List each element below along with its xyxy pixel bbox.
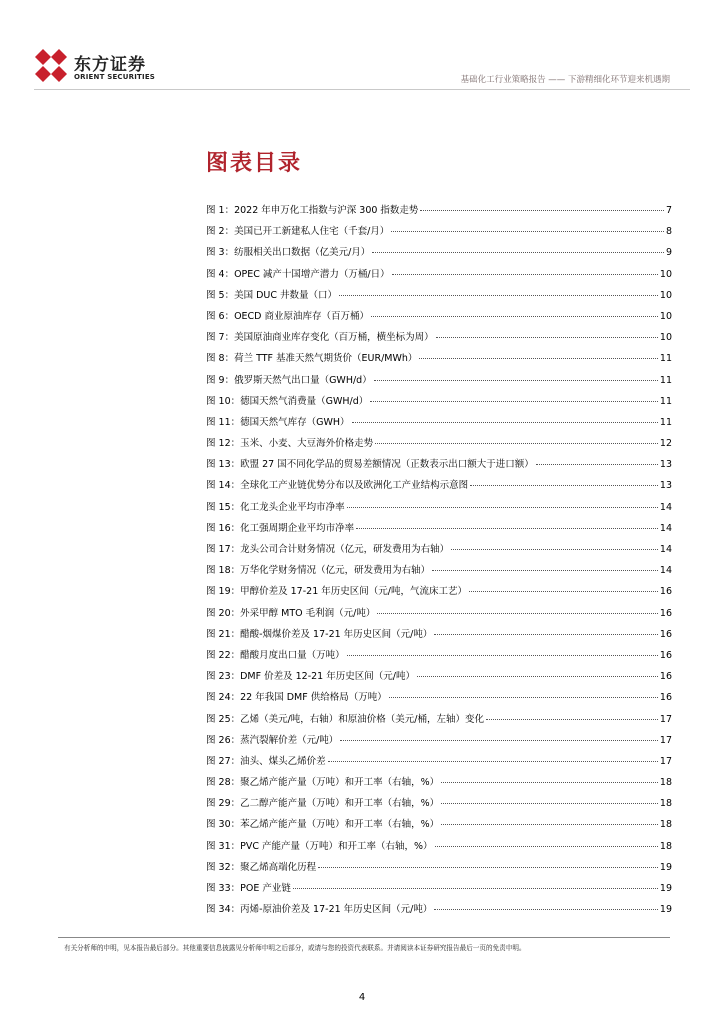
toc-entry-page: 10 (659, 332, 672, 344)
toc-entry[interactable] (206, 732, 672, 753)
toc-entry[interactable] (206, 350, 672, 371)
toc-entry-page: 11 (659, 353, 672, 365)
toc-leader-dots (469, 591, 658, 592)
toc-entry-label: 图 19：甲醇价差及 17-21 年历史区间（元/吨，气流床工艺） (206, 586, 467, 598)
toc-entry[interactable] (206, 880, 672, 901)
toc-entry-page: 10 (659, 289, 672, 301)
toc-entry[interactable] (206, 838, 672, 859)
toc-entry-label: 图 5：美国 DUC 井数量（口） (206, 289, 338, 301)
header-divider (34, 89, 690, 90)
toc-entry-label: 图 14：全球化工产业链优势分布以及欧洲化工产业结构示意图 (206, 480, 469, 492)
figure-toc-list (206, 202, 672, 922)
toc-leader-dots (434, 909, 658, 910)
toc-entry[interactable] (206, 668, 672, 689)
toc-leader-dots (370, 401, 658, 402)
toc-entry[interactable] (206, 605, 672, 626)
toc-entry[interactable] (206, 223, 672, 244)
toc-leader-dots (389, 697, 658, 698)
toc-entry[interactable] (206, 774, 672, 795)
toc-leader-dots (486, 719, 658, 720)
toc-leader-dots (392, 274, 658, 275)
toc-entry-label: 图 15：化工龙头企业平均市净率 (206, 501, 345, 513)
toc-leader-dots (441, 824, 658, 825)
toc-entry-label: 图 9：俄罗斯天然气出口量（GWH/d） (206, 374, 372, 386)
toc-entry-label: 图 4：OPEC 减产十国增产潜力（万桶/日） (206, 268, 390, 280)
toc-entry[interactable] (206, 859, 672, 880)
toc-entry-label: 图 2：美国已开工新建私人住宅（千套/月） (206, 226, 390, 238)
toc-entry[interactable] (206, 499, 672, 520)
toc-entry[interactable] (206, 711, 672, 732)
toc-leader-dots (347, 507, 658, 508)
brand-name-cn: 东方证券 (74, 55, 146, 75)
toc-leader-dots (536, 464, 658, 465)
toc-entry[interactable] (206, 583, 672, 604)
toc-entry-page: 14 (659, 544, 672, 555)
toc-entry-page: 10 (659, 310, 672, 322)
toc-leader-dots (470, 485, 658, 486)
toc-leader-dots (293, 888, 658, 889)
toc-entry-label: 图 12：玉米、小麦、大豆海外价格走势 (206, 438, 374, 450)
toc-entry-label: 图 34：丙烯-原油价差及 17-21 年历史区间（元/吨） (206, 904, 433, 916)
toc-entry-page: 16 (659, 671, 672, 683)
toc-entry-page: 12 (659, 438, 672, 450)
footer-divider (58, 937, 670, 938)
toc-leader-dots (372, 252, 664, 253)
toc-leader-dots (347, 655, 658, 656)
toc-entry[interactable] (206, 541, 672, 562)
toc-leader-dots (318, 867, 658, 868)
toc-entry[interactable] (206, 520, 672, 541)
toc-entry-page: 18 (659, 777, 672, 789)
toc-entry-page: 16 (659, 692, 672, 704)
toc-entry[interactable] (206, 816, 672, 837)
toc-entry-page: 18 (659, 840, 672, 852)
toc-entry-page: 11 (659, 374, 672, 386)
toc-leader-dots (432, 570, 658, 571)
toc-entry-page: 13 (659, 459, 672, 471)
toc-entry-label: 图 31：PVC 产能产量（万吨）和开工率（右轴，%） (206, 840, 433, 852)
toc-entry[interactable] (206, 477, 672, 498)
toc-entry[interactable] (206, 562, 672, 583)
toc-entry-page: 8 (665, 226, 672, 238)
toc-leader-dots (377, 613, 658, 614)
toc-entry-label: 图 10：德国天然气消费量（GWH/d） (206, 395, 369, 407)
toc-entry-page: 17 (659, 755, 672, 767)
toc-entry-label: 图 11：德国天然气库存（GWH） (206, 416, 350, 428)
toc-entry[interactable] (206, 329, 672, 350)
toc-entry-label: 图 17：龙头公司合计财务情况（亿元，研发费用为右轴） (206, 544, 450, 555)
toc-leader-dots (374, 380, 658, 381)
toc-entry[interactable] (206, 795, 672, 816)
toc-entry-label: 图 23：DMF 价差及 12-21 年历史区间（元/吨） (206, 671, 415, 683)
toc-entry[interactable] (206, 435, 672, 456)
toc-entry-page: 13 (659, 480, 672, 492)
toc-entry-label: 图 6：OECD 商业原油库存（百万桶） (206, 310, 370, 322)
toc-entry-label: 图 8：荷兰 TTF 基准天然气期货价（EUR/MWh） (206, 353, 418, 365)
toc-entry[interactable] (206, 372, 672, 393)
toc-entry-page: 16 (659, 607, 672, 619)
toc-entry[interactable] (206, 287, 672, 308)
toc-entry-label: 图 20：外采甲醇 MTO 毛利润（元/吨） (206, 607, 376, 619)
toc-entry-page: 10 (659, 268, 672, 280)
toc-entry-page: 18 (659, 798, 672, 810)
toc-entry-page: 14 (659, 522, 672, 534)
toc-leader-dots (435, 846, 658, 847)
toc-entry-page: 11 (659, 416, 672, 428)
toc-entry[interactable] (206, 626, 672, 647)
toc-entry-label: 图 25：乙烯（美元/吨，右轴）和原油价格（美元/桶，左轴）变化 (206, 713, 485, 725)
toc-leader-dots (451, 549, 658, 550)
toc-entry-page: 19 (659, 861, 672, 873)
toc-entry-page: 16 (659, 649, 672, 661)
toc-leader-dots (328, 761, 658, 762)
toc-entry-label: 图 3：纺服相关出口数据（亿美元/月） (206, 247, 371, 259)
toc-leader-dots (419, 358, 658, 359)
toc-entry-page: 19 (659, 883, 672, 894)
toc-entry-page: 14 (659, 501, 672, 513)
report-running-title: 基础化工行业策略报告 —— 下游精细化环节迎来机遇期 (460, 75, 670, 85)
toc-entry-page: 7 (665, 205, 672, 216)
analyst-disclaimer: 有关分析师的申明，见本报告最后部分。其他重要信息披露见分析师申明之后部分，或请与您的投资代表联系。并请阅读本证券研究报告最后一页的免责申明。 (64, 944, 526, 952)
toc-entry-page: 14 (659, 565, 672, 577)
toc-entry-label: 图 26：蒸汽裂解价差（元/吨） (206, 734, 339, 746)
toc-entry-label: 图 21：醋酸-烟煤价差及 17-21 年历史区间（元/吨） (206, 628, 433, 640)
toc-entry-label: 图 13：欧盟 27 国不同化学品的贸易差额情况（正数表示出口额大于进口额） (206, 459, 534, 471)
toc-entry[interactable] (206, 647, 672, 668)
toc-leader-dots (375, 443, 658, 444)
toc-entry-label: 图 28：聚乙烯产能产量（万吨）和开工率（右轴，%） (206, 777, 440, 789)
toc-entry[interactable] (206, 266, 672, 287)
toc-entry[interactable] (206, 393, 672, 414)
toc-entry[interactable] (206, 753, 672, 774)
toc-entry-page: 9 (665, 247, 672, 259)
toc-entry[interactable] (206, 244, 672, 265)
toc-entry-label: 图 29：乙二醇产能产量（万吨）和开工率（右轴，%） (206, 798, 440, 810)
toc-leader-dots (441, 803, 658, 804)
toc-leader-dots (417, 676, 658, 677)
toc-entry[interactable] (206, 456, 672, 477)
toc-leader-dots (391, 231, 664, 232)
toc-leader-dots (420, 210, 664, 211)
toc-entry-label: 图 7：美国原油商业库存变化（百万桶，横坐标为周） (206, 332, 434, 344)
toc-entry-label: 图 24：22 年我国 DMF 供给格局（万吨） (206, 692, 387, 704)
toc-entry-label: 图 27：油头、煤头乙烯价差 (206, 755, 326, 767)
toc-leader-dots (436, 337, 658, 338)
toc-leader-dots (371, 316, 658, 317)
toc-leader-dots (434, 634, 658, 635)
toc-entry-label: 图 32：聚乙烯高端化历程 (206, 861, 317, 873)
toc-entry-label: 图 22：醋酸月度出口量（万吨） (206, 649, 345, 661)
orient-securities-logo (34, 49, 68, 83)
toc-entry-page: 17 (659, 734, 672, 746)
toc-entry-label: 图 16：化工强周期企业平均市净率 (206, 522, 355, 534)
toc-entry-page: 16 (659, 628, 672, 640)
toc-leader-dots (340, 740, 658, 741)
toc-entry[interactable] (206, 308, 672, 329)
toc-leader-dots (352, 422, 658, 423)
toc-entry-label: 图 33：POE 产业链 (206, 883, 291, 894)
page-number: 4 (358, 992, 366, 1003)
toc-entry-page: 17 (659, 713, 672, 725)
toc-entry-page: 18 (659, 819, 672, 831)
toc-entry-page: 11 (659, 395, 672, 407)
toc-leader-dots (339, 295, 658, 296)
toc-entry[interactable] (206, 414, 672, 435)
toc-entry[interactable] (206, 202, 672, 223)
toc-entry-label: 图 18：万华化学财务情况（亿元，研发费用为右轴） (206, 565, 431, 577)
toc-leader-dots (356, 528, 658, 529)
toc-entry-label: 图 30：苯乙烯产能产量（万吨）和开工率（右轴，%） (206, 819, 440, 831)
toc-title: 图表目录 (206, 151, 303, 176)
toc-entry-label: 图 1：2022 年申万化工指数与沪深 300 指数走势 (206, 205, 419, 216)
toc-entry-page: 19 (659, 904, 672, 916)
toc-entry[interactable] (206, 689, 672, 710)
toc-entry[interactable] (206, 901, 672, 922)
toc-entry-page: 16 (659, 586, 672, 598)
brand-name-en: ORIENT SECURITIES (74, 73, 156, 81)
toc-leader-dots (441, 782, 658, 783)
